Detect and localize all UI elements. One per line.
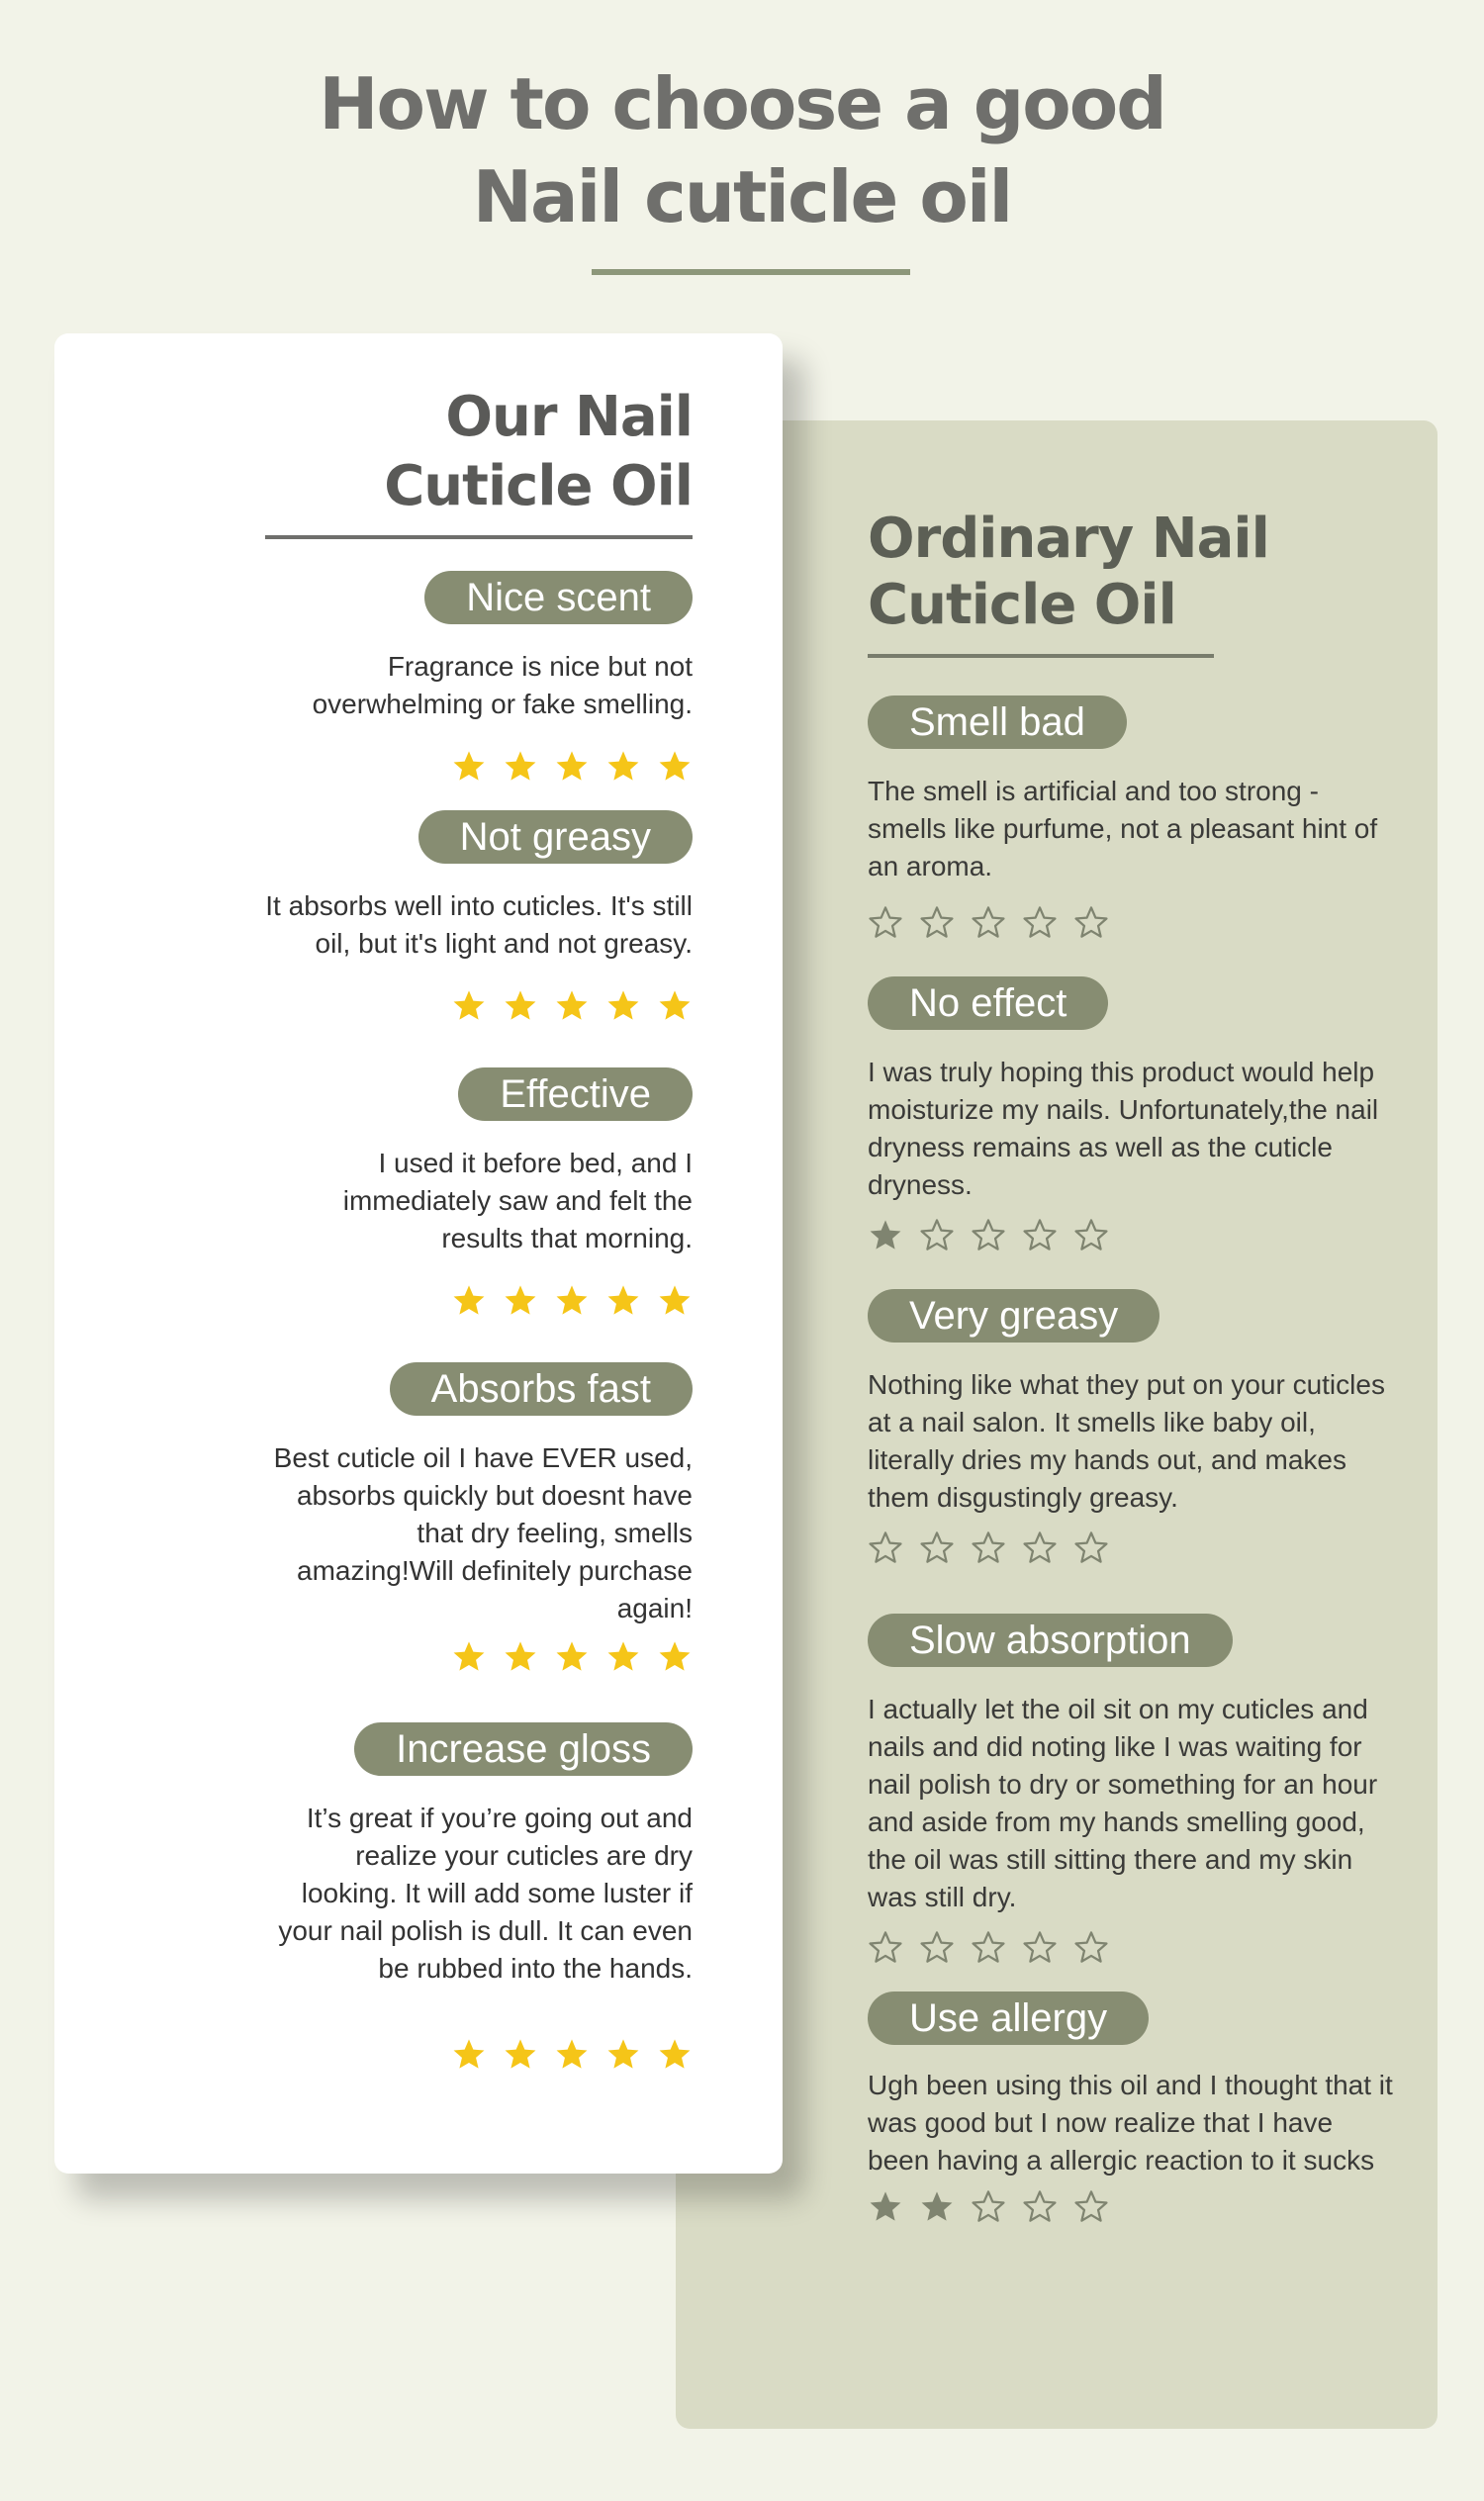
star-empty-icon (868, 1530, 903, 1566)
ordinary-item-no-effect (868, 976, 1402, 1253)
star-empty-icon (1073, 905, 1109, 941)
our-item-absorbs-fast (262, 1362, 693, 1675)
star-filled-icon (605, 749, 641, 785)
item-description: Fragrance is nice but not overwhelming or fake smelling. (312, 651, 693, 719)
star-filled-icon (554, 1283, 590, 1319)
ordinary-heading-line-2: Cuticle Oil (868, 573, 1176, 637)
page-title-line-1: How to choose a good (319, 62, 1165, 145)
our-item-increase-gloss (262, 1722, 693, 2073)
star-rating (868, 905, 1402, 941)
star-filled-icon (657, 2037, 693, 2073)
star-filled-icon (657, 1283, 693, 1319)
our-item-not-greasy (262, 810, 693, 1024)
star-filled-icon (868, 1218, 903, 1253)
ordinary-item-use-allergy (868, 1992, 1402, 2225)
star-filled-icon (451, 1283, 487, 1319)
star-filled-icon (451, 988, 487, 1024)
star-rating (262, 749, 693, 785)
item-description: I was truly hoping this product would help moisturize my nails. Unfortunately,the nail dryness remains as well as the cuticle dryness. (868, 1057, 1379, 1200)
ordinary-oil-content (868, 506, 1402, 2225)
item-label-pill: Not greasy (418, 810, 693, 864)
star-filled-icon (554, 1639, 590, 1675)
star-empty-icon (971, 1530, 1006, 1566)
ordinary-heading-divider (868, 654, 1214, 658)
star-rating (868, 1218, 1402, 1253)
item-label-pill: Smell bad (868, 695, 1127, 749)
star-empty-icon (868, 1930, 903, 1966)
star-filled-icon (503, 749, 538, 785)
item-label-pill: Use allergy (868, 1992, 1149, 2045)
star-empty-icon (1022, 1218, 1058, 1253)
star-empty-icon (1022, 905, 1058, 941)
star-filled-icon (503, 2037, 538, 2073)
star-rating (262, 988, 693, 1024)
star-empty-icon (919, 1218, 955, 1253)
star-filled-icon (554, 749, 590, 785)
star-empty-icon (1073, 2189, 1109, 2225)
star-empty-icon (1073, 1530, 1109, 1566)
star-empty-icon (919, 1930, 955, 1966)
star-empty-icon (1073, 1930, 1109, 1966)
star-empty-icon (971, 1930, 1006, 1966)
star-rating (868, 2189, 1402, 2225)
star-empty-icon (1022, 2189, 1058, 2225)
star-filled-icon (451, 1639, 487, 1675)
star-filled-icon (451, 2037, 487, 2073)
ordinary-item-very-greasy (868, 1289, 1402, 1566)
star-filled-icon (503, 1283, 538, 1319)
item-description: Nothing like what they put on your cuticles at a nail salon. It smells like baby oil, literally dries my hands out, and makes them disgustingly greasy. (868, 1369, 1385, 1513)
our-oil-content (262, 383, 693, 2073)
star-filled-icon (503, 1639, 538, 1675)
star-filled-icon (605, 1283, 641, 1319)
star-rating (262, 1283, 693, 1319)
star-empty-icon (1022, 1530, 1058, 1566)
item-label-pill: Very greasy (868, 1289, 1159, 1343)
our-heading-line-2: Cuticle Oil (384, 454, 693, 518)
item-label-pill: Effective (458, 1067, 693, 1121)
star-empty-icon (919, 905, 955, 941)
star-filled-icon (554, 2037, 590, 2073)
ordinary-item-slow-absorption (868, 1614, 1402, 1966)
our-oil-heading (262, 383, 693, 521)
item-description: I used it before bed, and I immediately saw and felt the results that morning. (342, 1148, 693, 1253)
item-description: Best cuticle oil I have EVER used, absorbs quickly but doesnt have that dry feeling, smells amazing!Will definitely purchase again! (273, 1442, 693, 1623)
page-title-line-2: Nail cuticle oil (472, 155, 1012, 238)
star-rating (868, 1530, 1402, 1566)
our-heading-divider (265, 535, 693, 539)
star-filled-icon (657, 988, 693, 1024)
item-description: It’s great if you’re going out and realize your cuticles are dry looking. It will add some luster if your nail polish is dull. It can even be rubbed into the hands. (278, 1803, 693, 1984)
item-label-pill: Absorbs fast (390, 1362, 693, 1416)
star-filled-icon (503, 988, 538, 1024)
ordinary-item-smell-bad (868, 695, 1402, 941)
item-description: I actually let the oil sit on my cuticles and nails and did noting like I was waiting for nail polish to dry or something for an hour and aside from my hands smelling good, the oil was still sitting there and my skin was still dry. (868, 1694, 1378, 1912)
item-label-pill: Nice scent (424, 571, 693, 624)
star-filled-icon (605, 1639, 641, 1675)
star-empty-icon (919, 1530, 955, 1566)
our-heading-line-1: Our Nail (445, 385, 693, 449)
title-divider (592, 269, 910, 275)
item-label-pill: Increase gloss (354, 1722, 693, 1776)
star-empty-icon (1022, 1930, 1058, 1966)
star-filled-icon (451, 749, 487, 785)
star-empty-icon (971, 2189, 1006, 2225)
star-filled-icon (605, 988, 641, 1024)
item-description: It absorbs well into cuticles. It's still oil, but it's light and not greasy. (265, 890, 693, 959)
star-empty-icon (971, 905, 1006, 941)
star-empty-icon (1073, 1218, 1109, 1253)
star-filled-icon (657, 1639, 693, 1675)
star-filled-icon (868, 2189, 903, 2225)
star-filled-icon (554, 988, 590, 1024)
item-description: The smell is artificial and too strong - smells like purfume, not a pleasant hint of an aroma. (868, 776, 1378, 881)
item-label-pill: No effect (868, 976, 1108, 1030)
our-item-effective (262, 1067, 693, 1319)
star-rating (868, 1930, 1402, 1966)
star-empty-icon (868, 905, 903, 941)
star-filled-icon (919, 2189, 955, 2225)
star-rating (262, 1639, 693, 1675)
item-description: Ugh been using this oil and I thought that it was good but I now realize that I have been having a allergic reaction to it sucks (868, 2070, 1393, 2176)
star-rating (262, 2037, 693, 2073)
item-label-pill: Slow absorption (868, 1614, 1233, 1667)
our-oil-panel (54, 333, 783, 2174)
our-item-nice-scent (262, 571, 693, 785)
ordinary-oil-heading (868, 506, 1402, 638)
page-title (0, 57, 1484, 243)
star-filled-icon (605, 2037, 641, 2073)
ordinary-heading-line-1: Ordinary Nail (868, 507, 1269, 571)
ordinary-oil-panel (676, 420, 1438, 2429)
star-empty-icon (971, 1218, 1006, 1253)
star-filled-icon (657, 749, 693, 785)
